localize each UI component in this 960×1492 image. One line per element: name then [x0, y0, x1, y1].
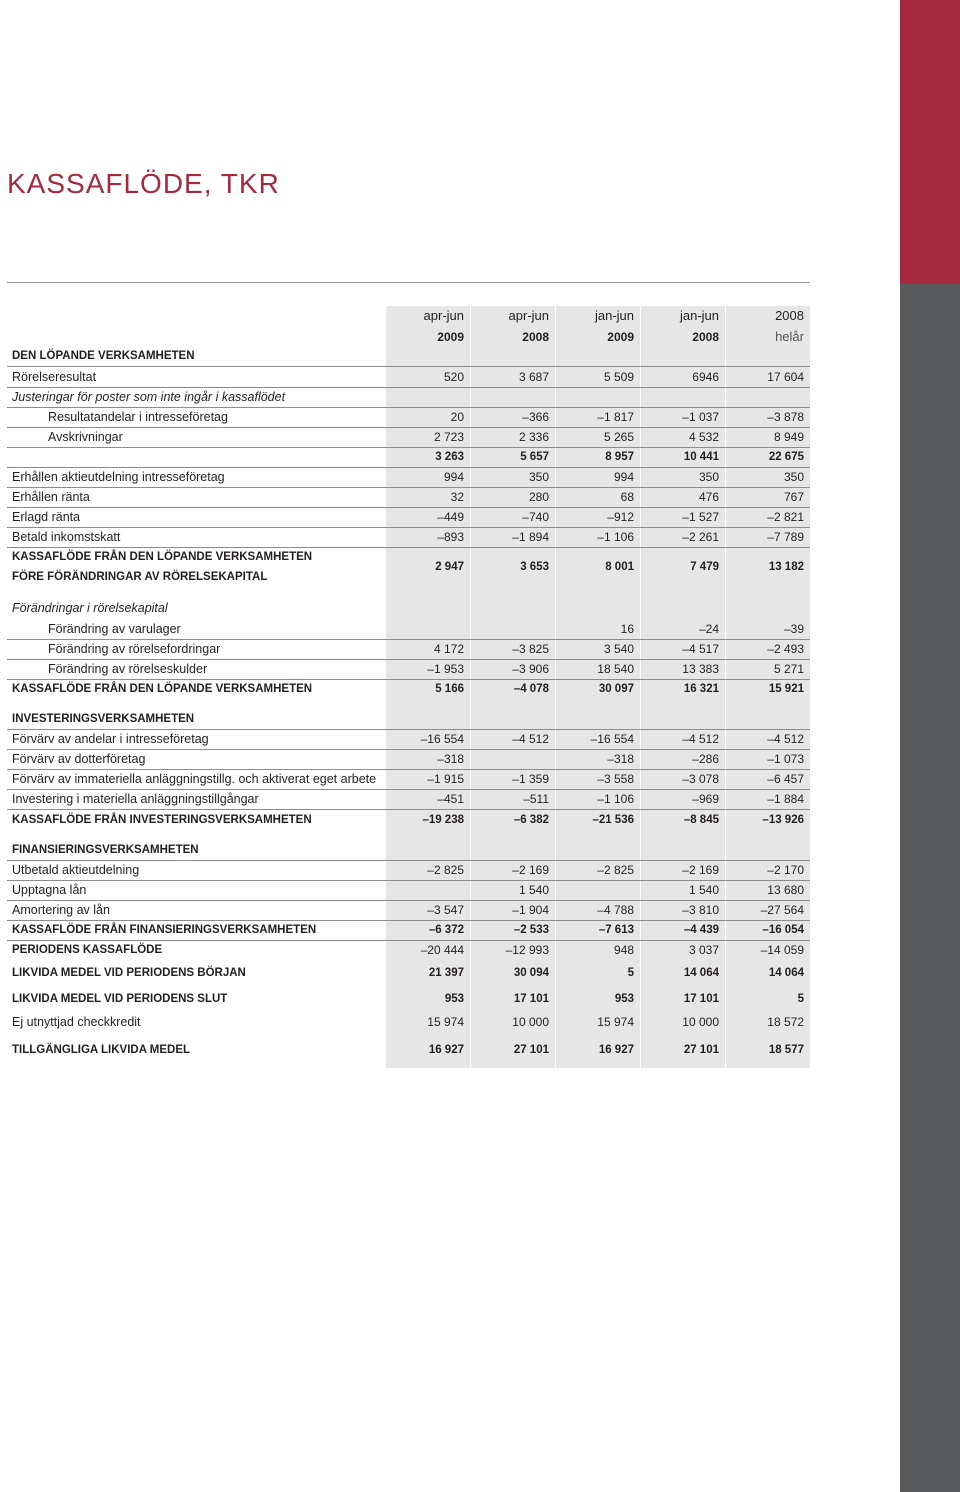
column-header: jan-jun — [679, 308, 719, 323]
row-label: Ej utnyttjad checkkredit — [12, 1015, 141, 1029]
total-row — [0, 547, 810, 587]
table-row — [0, 659, 810, 679]
total-row — [0, 989, 810, 1009]
cell: 2 723 — [433, 430, 464, 444]
row-label: Avskrivningar — [48, 430, 123, 444]
row-label: Resultatandelar i intresseföretag — [48, 410, 228, 424]
row-label: Erlagd ränta — [12, 510, 81, 524]
cell: 4 172 — [433, 642, 464, 656]
cell: –7 613 — [598, 924, 634, 936]
column-header-year: 2008 — [522, 330, 549, 344]
cell — [390, 880, 464, 900]
cell — [390, 619, 464, 639]
table-row — [0, 507, 810, 527]
cell: 350 — [698, 470, 719, 484]
cell: –2 261 — [682, 530, 719, 544]
cell: –3 878 — [767, 410, 804, 424]
row-label: PERIODENS KASSAFLÖDE — [12, 944, 163, 956]
cell: 5 — [627, 967, 634, 979]
cell: –21 536 — [592, 814, 634, 826]
cell: 13 182 — [768, 561, 804, 573]
row-label: INVESTERINGSVERKSAMHETEN — [12, 713, 195, 725]
cell: 3 540 — [603, 642, 634, 656]
total-row — [0, 920, 810, 940]
cell: –20 444 — [420, 943, 464, 957]
cell: –1 359 — [512, 772, 549, 786]
cell: 5 — [797, 993, 804, 1005]
table-row — [0, 880, 810, 900]
cell: 520 — [443, 370, 464, 384]
cell: 17 604 — [767, 370, 804, 384]
row-label-line-2: FÖRE FÖRÄNDRINGAR AV RÖRELSEKAPITAL — [12, 571, 268, 583]
cell: –318 — [437, 752, 464, 766]
column-header-year: helår — [775, 329, 804, 344]
page-title: KASSAFLÖDE, TKR — [7, 168, 280, 199]
cell: –24 — [698, 622, 719, 636]
table-row — [0, 407, 810, 427]
column-header-row-bottom — [0, 327, 810, 347]
cell: –19 238 — [422, 814, 464, 826]
column-header-year: 2009 — [437, 330, 464, 344]
table-row — [0, 487, 810, 507]
row-label: Förvärv av andelar i intresseföretag — [12, 732, 209, 746]
cell: 767 — [783, 490, 804, 504]
cell: 68 — [620, 490, 634, 504]
cell: 18 577 — [768, 1044, 804, 1056]
cell: –2 533 — [513, 924, 549, 936]
section-heading — [0, 346, 810, 366]
row-label: Rörelseresultat — [12, 370, 97, 384]
cell: –893 — [437, 530, 464, 544]
cell: 21 397 — [428, 967, 464, 979]
cell: 2 336 — [518, 430, 549, 444]
cell: 15 974 — [597, 1015, 634, 1029]
cell: –4 439 — [683, 924, 719, 936]
row-label: Upptagna lån — [12, 883, 87, 897]
cell: 350 — [528, 470, 549, 484]
section-heading — [0, 709, 810, 729]
cell: –3 906 — [512, 662, 549, 676]
section-heading — [0, 840, 810, 860]
cell: 18 572 — [767, 1015, 804, 1029]
row-label: KASSAFLÖDE FRÅN DEN LÖPANDE VERKSAMHETEN — [12, 683, 313, 695]
cell: –7 789 — [767, 530, 804, 544]
cell: –2 169 — [512, 863, 549, 877]
cell: 27 101 — [683, 1044, 719, 1056]
cell: –1 904 — [512, 903, 549, 917]
cell: 16 927 — [598, 1044, 634, 1056]
cell: 30 097 — [598, 683, 634, 695]
cell — [560, 880, 634, 900]
cell: 5 509 — [603, 370, 634, 384]
column-header: apr-jun — [508, 308, 549, 323]
cell: 8 957 — [605, 451, 634, 463]
table-row — [0, 789, 810, 809]
cell: 953 — [614, 993, 634, 1005]
cell: –3 078 — [682, 772, 719, 786]
cell: 13 680 — [767, 883, 804, 897]
total-row — [0, 679, 810, 699]
cell: –39 — [783, 622, 804, 636]
cell: 17 101 — [513, 993, 549, 1005]
cell: –912 — [607, 510, 634, 524]
total-row — [0, 1040, 810, 1060]
cell: 3 653 — [520, 561, 549, 573]
cell: 350 — [783, 470, 804, 484]
row-label: KASSAFLÖDE FRÅN INVESTERINGSVERKSAMHETEN — [12, 814, 312, 826]
cell: 953 — [444, 993, 464, 1005]
cell: –4 512 — [512, 732, 549, 746]
cell: –2 493 — [767, 642, 804, 656]
cell: –3 558 — [597, 772, 634, 786]
table-row — [0, 639, 810, 659]
table-row — [0, 860, 810, 880]
row-label: Erhållen ränta — [12, 490, 90, 504]
cell: 3 263 — [435, 451, 464, 463]
cell — [475, 619, 549, 639]
column-header: 2008 — [775, 308, 804, 323]
row-label: Förändringar i rörelsekapital — [12, 601, 168, 615]
row-label: Betald inkomstskatt — [12, 530, 121, 544]
section-heading — [0, 598, 810, 618]
cell: –318 — [607, 752, 634, 766]
cell: 32 — [450, 490, 464, 504]
cell: –4 512 — [682, 732, 719, 746]
table-row — [0, 387, 810, 407]
cell: 10 000 — [682, 1015, 719, 1029]
cell: 14 064 — [768, 967, 804, 979]
cell: –449 — [437, 510, 464, 524]
cell: –4 078 — [513, 683, 549, 695]
cell: 2 947 — [435, 561, 464, 573]
total-row — [0, 940, 810, 960]
column-header-year: 2009 — [607, 330, 634, 344]
cell: –1 527 — [682, 510, 719, 524]
cell: 5 166 — [435, 683, 464, 695]
cell: 27 101 — [513, 1044, 549, 1056]
cell — [475, 749, 549, 769]
cell: 948 — [613, 943, 634, 957]
row-label: KASSAFLÖDE FRÅN DEN LÖPANDE VERKSAMHETEN — [12, 551, 313, 563]
column-header-row-top — [0, 306, 810, 326]
cell: 7 479 — [690, 561, 719, 573]
row-label: Investering i materiella anläggningstillgångar — [12, 792, 259, 806]
cell: –16 054 — [762, 924, 804, 936]
cell: 20 — [450, 410, 464, 424]
cell: –1 073 — [767, 752, 804, 766]
cell: –6 372 — [428, 924, 464, 936]
cell: 16 321 — [683, 683, 719, 695]
row-label: Förvärv av immateriella anläggningstillg. och aktiverat eget arbete — [12, 772, 377, 786]
table-row — [0, 900, 810, 920]
cell: –2 169 — [682, 863, 719, 877]
column-header: apr-jun — [423, 308, 464, 323]
cell: 1 540 — [688, 883, 719, 897]
cell: 30 094 — [513, 967, 549, 979]
cell: –4 512 — [767, 732, 804, 746]
cell: 3 687 — [518, 370, 549, 384]
row-label: KASSAFLÖDE FRÅN FINANSIERINGSVERKSAMHETEN — [12, 924, 317, 936]
cell: –740 — [522, 510, 549, 524]
cell: –1 953 — [427, 662, 464, 676]
cell: –1 106 — [597, 530, 634, 544]
cell: 1 540 — [518, 883, 549, 897]
row-label: LIKVIDA MEDEL VID PERIODENS SLUT — [12, 993, 228, 1005]
cell: –366 — [522, 410, 549, 424]
cell: –6 457 — [767, 772, 804, 786]
cell: –2 825 — [597, 863, 634, 877]
row-label: Förändring av rörelseskulder — [48, 662, 208, 676]
cell: –3 810 — [682, 903, 719, 917]
cell: –2 170 — [767, 863, 804, 877]
accent-bar-grey — [900, 284, 960, 1492]
total-row — [0, 810, 810, 830]
cell: 10 000 — [512, 1015, 549, 1029]
row-label: Erhållen aktieutdelning intresseföretag — [12, 470, 225, 484]
cell: 16 — [620, 622, 634, 636]
cell: 13 383 — [682, 662, 719, 676]
row-label: Förvärv av dotterföretag — [12, 752, 146, 766]
cell: –6 382 — [513, 814, 549, 826]
cell: 10 441 — [683, 451, 719, 463]
cell: –286 — [692, 752, 719, 766]
cell: –2 825 — [427, 863, 464, 877]
cell: –969 — [692, 792, 719, 806]
cell: –13 926 — [762, 814, 804, 826]
cell: –4 788 — [597, 903, 634, 917]
column-header: jan-jun — [594, 308, 634, 323]
table-row — [0, 427, 810, 447]
title-divider — [7, 282, 810, 283]
cell: 16 927 — [428, 1044, 464, 1056]
cell: 22 675 — [768, 451, 804, 463]
cell: 4 532 — [688, 430, 719, 444]
cell: 18 540 — [597, 662, 634, 676]
cell: –451 — [437, 792, 464, 806]
row-label: TILLGÄNGLIGA LIKVIDA MEDEL — [12, 1044, 191, 1056]
cell: 5 657 — [520, 451, 549, 463]
cell: –1 884 — [767, 792, 804, 806]
cell: –1 915 — [427, 772, 464, 786]
cell: –16 554 — [420, 732, 464, 746]
table-row — [0, 527, 810, 547]
row-label: FINANSIERINGSVERKSAMHETEN — [12, 844, 199, 856]
row-label: Amortering av lån — [12, 903, 110, 917]
cell: 15 974 — [427, 1015, 464, 1029]
cell: –12 993 — [505, 943, 549, 957]
row-label: Förändring av rörelsefordringar — [48, 642, 221, 656]
cell: 15 921 — [768, 683, 804, 695]
cell: –1 106 — [597, 792, 634, 806]
column-header-year: 2008 — [692, 330, 719, 344]
row-label: Justeringar för poster som inte ingår i kassaflödet — [12, 390, 286, 404]
cell: 14 064 — [683, 967, 719, 979]
accent-bar-red — [900, 0, 960, 284]
table-row — [0, 769, 810, 789]
row-label: LIKVIDA MEDEL VID PERIODENS BÖRJAN — [12, 967, 246, 979]
table-row — [0, 367, 810, 387]
table-row — [0, 467, 810, 487]
cell: –14 059 — [760, 943, 804, 957]
row-label: Utbetald aktieutdelning — [12, 863, 140, 877]
cell: 6946 — [692, 370, 719, 384]
cell: 8 001 — [605, 561, 634, 573]
row-label: DEN LÖPANDE VERKSAMHETEN — [12, 350, 195, 362]
table-row — [0, 1012, 810, 1032]
cell: 476 — [698, 490, 719, 504]
cell: 5 271 — [773, 662, 804, 676]
cell: –16 554 — [590, 732, 634, 746]
table-row — [0, 729, 810, 749]
cell: 280 — [528, 490, 549, 504]
cell: 17 101 — [683, 993, 719, 1005]
total-row — [0, 963, 810, 983]
cell: –4 517 — [682, 642, 719, 656]
cell: –2 821 — [767, 510, 804, 524]
cell: –3 825 — [512, 642, 549, 656]
cell: 3 037 — [688, 943, 719, 957]
cell: 994 — [443, 470, 464, 484]
cell: –1 894 — [512, 530, 549, 544]
cell: –8 845 — [683, 814, 719, 826]
cell: –3 547 — [427, 903, 464, 917]
cell: –511 — [523, 792, 549, 806]
table-row — [0, 749, 810, 769]
cell: –1 817 — [597, 410, 634, 424]
row-label: Förändring av varulager — [48, 622, 181, 636]
cell: –1 037 — [682, 410, 719, 424]
cell: –27 564 — [760, 903, 804, 917]
cell: 8 949 — [773, 430, 804, 444]
cell: 994 — [613, 470, 634, 484]
cell: 5 265 — [603, 430, 634, 444]
subtotal-row — [0, 447, 810, 467]
table-row — [0, 619, 810, 639]
